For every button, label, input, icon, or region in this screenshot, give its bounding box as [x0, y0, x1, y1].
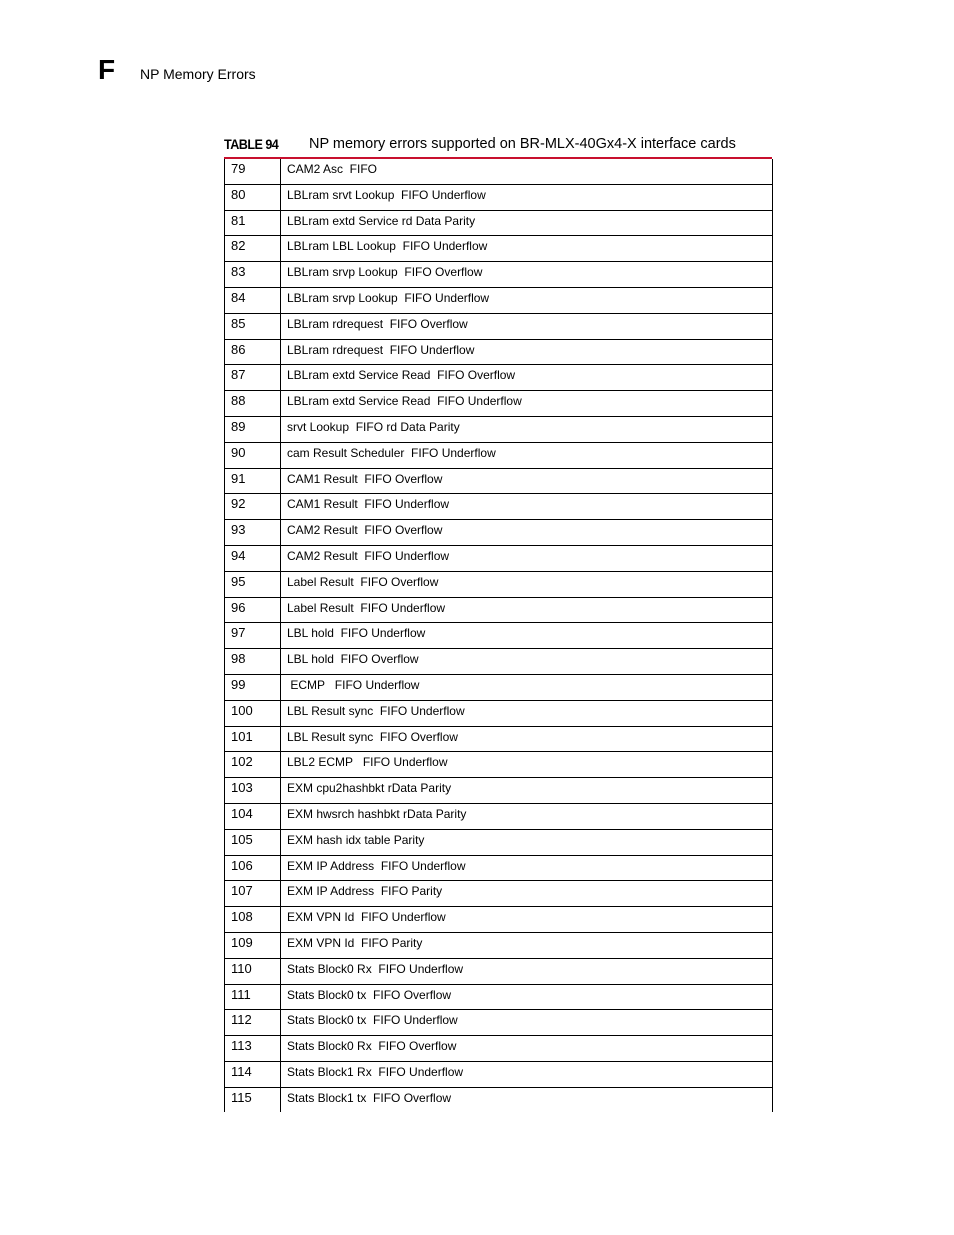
error-description-cell: LBLram extd Service Read FIFO Overflow	[281, 365, 773, 391]
error-description-cell: EXM hash idx table Parity	[281, 829, 773, 855]
error-number-cell: 82	[225, 236, 281, 262]
error-description-cell: LBL hold FIFO Overflow	[281, 649, 773, 675]
error-description-cell: LBLram rdrequest FIFO Overflow	[281, 313, 773, 339]
error-number-cell: 85	[225, 313, 281, 339]
error-number-cell: 92	[225, 494, 281, 520]
table-row	[225, 520, 773, 546]
error-description-cell: ECMP FIFO Underflow	[281, 674, 773, 700]
table-row	[225, 313, 773, 339]
error-number-cell: 86	[225, 339, 281, 365]
table-row	[225, 159, 773, 184]
table-row	[225, 932, 773, 958]
error-number-cell: 108	[225, 907, 281, 933]
error-number-cell: 104	[225, 803, 281, 829]
error-number-cell: 106	[225, 855, 281, 881]
table-row	[225, 1087, 773, 1112]
table-row	[225, 597, 773, 623]
table-row	[225, 262, 773, 288]
error-description-cell: Stats Block0 Rx FIFO Underflow	[281, 958, 773, 984]
error-number-cell: 98	[225, 649, 281, 675]
error-description-cell: LBL2 ECMP FIFO Underflow	[281, 752, 773, 778]
error-description-cell: cam Result Scheduler FIFO Underflow	[281, 442, 773, 468]
error-number-cell: 107	[225, 881, 281, 907]
table-row	[225, 958, 773, 984]
error-number-cell: 94	[225, 545, 281, 571]
table-row	[225, 623, 773, 649]
error-number-cell: 80	[225, 184, 281, 210]
error-number-cell: 103	[225, 778, 281, 804]
error-description-cell: CAM1 Result FIFO Overflow	[281, 468, 773, 494]
table-caption-text: NP memory errors supported on BR-MLX-40Gx4-X interface cards	[309, 136, 736, 152]
table-row	[225, 881, 773, 907]
section-title: NP Memory Errors	[140, 66, 256, 82]
error-table-container	[224, 157, 772, 1112]
error-description-cell: LBL Result sync FIFO Overflow	[281, 726, 773, 752]
error-description-cell: Stats Block0 Rx FIFO Overflow	[281, 1036, 773, 1062]
error-number-cell: 97	[225, 623, 281, 649]
table-label: TABLE 94	[224, 136, 279, 152]
error-description-cell: LBL hold FIFO Underflow	[281, 623, 773, 649]
table-row	[225, 184, 773, 210]
table-row	[225, 649, 773, 675]
table-row	[225, 339, 773, 365]
error-description-cell: srvt Lookup FIFO rd Data Parity	[281, 416, 773, 442]
error-number-cell: 99	[225, 674, 281, 700]
table-row	[225, 674, 773, 700]
table-row	[225, 442, 773, 468]
error-number-cell: 101	[225, 726, 281, 752]
error-number-cell: 113	[225, 1036, 281, 1062]
table-row	[225, 803, 773, 829]
error-number-cell: 90	[225, 442, 281, 468]
error-description-cell: LBLram srvp Lookup FIFO Overflow	[281, 262, 773, 288]
table-row	[225, 391, 773, 417]
error-number-cell: 102	[225, 752, 281, 778]
table-row	[225, 1061, 773, 1087]
error-number-cell: 95	[225, 571, 281, 597]
error-table-body	[225, 159, 773, 1112]
error-number-cell: 114	[225, 1061, 281, 1087]
error-number-cell: 105	[225, 829, 281, 855]
error-number-cell: 100	[225, 700, 281, 726]
error-number-cell: 89	[225, 416, 281, 442]
table-row	[225, 468, 773, 494]
error-description-cell: Label Result FIFO Overflow	[281, 571, 773, 597]
error-description-cell: EXM IP Address FIFO Parity	[281, 881, 773, 907]
table-row	[225, 778, 773, 804]
table-row	[225, 287, 773, 313]
table-row	[225, 365, 773, 391]
error-number-cell: 79	[225, 159, 281, 184]
error-number-cell: 88	[225, 391, 281, 417]
error-number-cell: 84	[225, 287, 281, 313]
error-number-cell: 87	[225, 365, 281, 391]
error-description-cell: LBLram extd Service rd Data Parity	[281, 210, 773, 236]
error-description-cell: LBLram LBL Lookup FIFO Underflow	[281, 236, 773, 262]
table-row	[225, 726, 773, 752]
error-description-cell: EXM cpu2hashbkt rData Parity	[281, 778, 773, 804]
table-row	[225, 752, 773, 778]
error-description-cell: CAM2 Asc FIFO	[281, 159, 773, 184]
table-row	[225, 545, 773, 571]
error-description-cell: LBLram rdrequest FIFO Underflow	[281, 339, 773, 365]
error-number-cell: 115	[225, 1087, 281, 1112]
error-description-cell: Label Result FIFO Underflow	[281, 597, 773, 623]
error-description-cell: LBLram extd Service Read FIFO Underflow	[281, 391, 773, 417]
error-description-cell: Stats Block1 Rx FIFO Underflow	[281, 1061, 773, 1087]
error-description-cell: EXM VPN Id FIFO Underflow	[281, 907, 773, 933]
table-caption	[224, 135, 772, 155]
error-number-cell: 96	[225, 597, 281, 623]
table-row	[225, 907, 773, 933]
error-number-cell: 109	[225, 932, 281, 958]
error-description-cell: CAM2 Result FIFO Underflow	[281, 545, 773, 571]
error-description-cell: CAM2 Result FIFO Overflow	[281, 520, 773, 546]
table-row	[225, 210, 773, 236]
error-description-cell: LBLram srvp Lookup FIFO Underflow	[281, 287, 773, 313]
error-number-cell: 110	[225, 958, 281, 984]
error-number-cell: 81	[225, 210, 281, 236]
error-description-cell: EXM VPN Id FIFO Parity	[281, 932, 773, 958]
error-description-cell: LBLram srvt Lookup FIFO Underflow	[281, 184, 773, 210]
error-number-cell: 111	[225, 984, 281, 1010]
table-row	[225, 855, 773, 881]
error-table	[224, 159, 773, 1112]
error-number-cell: 93	[225, 520, 281, 546]
error-number-cell: 83	[225, 262, 281, 288]
table-row	[225, 416, 773, 442]
table-row	[225, 1036, 773, 1062]
error-description-cell: Stats Block1 tx FIFO Overflow	[281, 1087, 773, 1112]
error-description-cell: Stats Block0 tx FIFO Overflow	[281, 984, 773, 1010]
table-row	[225, 571, 773, 597]
table-row	[225, 236, 773, 262]
error-number-cell: 112	[225, 1010, 281, 1036]
table-row	[225, 984, 773, 1010]
table-row	[225, 1010, 773, 1036]
chapter-letter: F	[98, 54, 115, 85]
error-description-cell: LBL Result sync FIFO Underflow	[281, 700, 773, 726]
error-description-cell: EXM hwsrch hashbkt rData Parity	[281, 803, 773, 829]
table-row	[225, 494, 773, 520]
error-description-cell: CAM1 Result FIFO Underflow	[281, 494, 773, 520]
table-row	[225, 829, 773, 855]
table-row	[225, 700, 773, 726]
error-description-cell: EXM IP Address FIFO Underflow	[281, 855, 773, 881]
error-description-cell: Stats Block0 tx FIFO Underflow	[281, 1010, 773, 1036]
error-number-cell: 91	[225, 468, 281, 494]
